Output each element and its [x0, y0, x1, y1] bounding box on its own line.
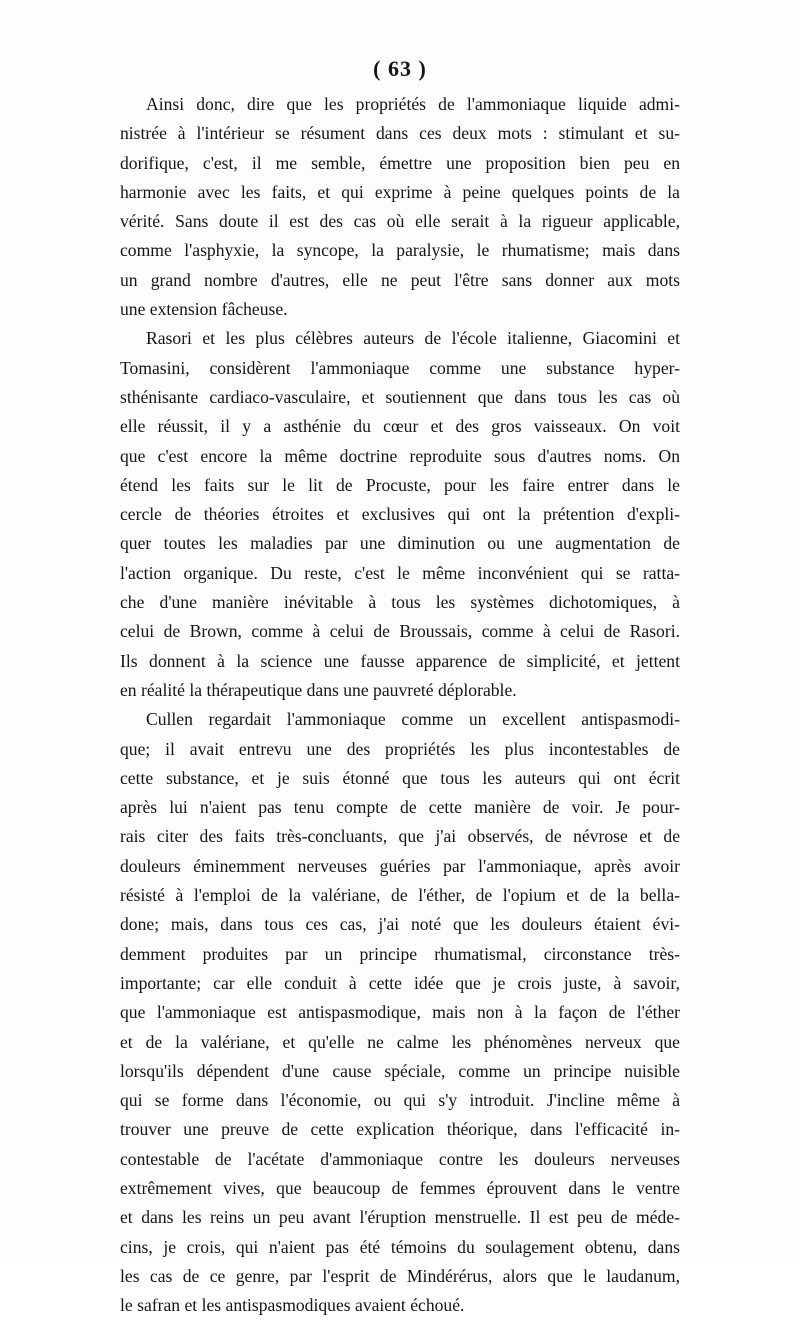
text-line: rais citer des faits très-concluants, que j'ai observés, de névrose et de [120, 826, 680, 847]
page-number: ( 63 ) [373, 56, 427, 81]
text-line: demment produites par un principe rhumatismal, circonstance très- [120, 943, 680, 964]
text-line: cercle de théories étroites et exclusives qui ont la prétention d'expli- [120, 504, 680, 525]
text-line: elle réussit, il y a asthénie du cœur et des gros vaisseaux. On voit [120, 416, 680, 437]
paragraph-2 [120, 324, 680, 705]
text-line: douleurs éminemment nerveuses guéries par l'ammoniaque, après avoir [120, 855, 680, 876]
text-line: cins, je crois, qui n'aient pas été témoins du soulagement obtenu, dans [120, 1236, 680, 1257]
text-line: Cullen regardait l'ammoniaque comme un excellent antispasmodi- [146, 709, 680, 730]
text-line: harmonie avec les faits, et qui exprime à peine quelques points de la [120, 181, 680, 202]
text-line: celui de Brown, comme à celui de Broussais, comme à celui de Rasori. [120, 621, 680, 642]
text-line: que; il avait entrevu une des propriétés les plus incontestables de [120, 738, 680, 759]
text-line: quer toutes les maladies par une diminution ou une augmentation de [120, 533, 680, 554]
text-line: et de la valériane, et qu'elle ne calme les phénomènes nerveux que [120, 1031, 680, 1052]
text-line: sthénisante cardiaco-vasculaire, et soutiennent que dans tous les cas où [120, 386, 680, 407]
text-line: les cas de ce genre, par l'esprit de Mindérérus, alors que le laudanum, [120, 1265, 680, 1286]
text-line: Ils donnent à la science une fausse apparence de simplicité, et jettent [120, 650, 680, 671]
text-line: un grand nombre d'autres, elle ne peut l'être sans donner aux mots [120, 269, 680, 290]
text-line: done; mais, dans tous ces cas, j'ai noté que les douleurs étaient évi- [120, 914, 680, 935]
text-line: vérité. Sans doute il est des cas où elle serait à la rigueur applicable, [120, 211, 680, 232]
text-line: comme l'asphyxie, la syncope, la paralysie, le rhumatisme; mais dans [120, 240, 680, 261]
text-line: extrêmement vives, que beaucoup de femmes éprouvent dans le ventre [120, 1177, 680, 1198]
text-line: étend les faits sur le lit de Procuste, pour les faire entrer dans le [120, 474, 680, 495]
text-line: Rasori et les plus célèbres auteurs de l'école italienne, Giacomini et [146, 328, 680, 349]
text-line: che d'une manière inévitable à tous les systèmes dichotomiques, à [120, 592, 680, 613]
text-line: nistrée à l'intérieur se résument dans ces deux mots : stimulant et su- [120, 123, 680, 144]
text-line: contestable de l'acétate d'ammoniaque contre les douleurs nerveuses [120, 1148, 680, 1169]
text-line: importante; car elle conduit à cette idée que je crois juste, à savoir, [120, 972, 680, 993]
text-line: lorsqu'ils dépendent d'une cause spéciale, comme un principe nuisible [120, 1060, 680, 1081]
paragraph-3 [120, 705, 680, 1320]
text-line: cette substance, et je suis étonné que tous les auteurs qui ont écrit [120, 767, 680, 788]
text-line: une extension fâcheuse. [120, 299, 288, 320]
text-line: en réalité la thérapeutique dans une pauvreté déplorable. [120, 679, 517, 700]
text-line: Ainsi donc, dire que les propriétés de l'ammoniaque liquide admi- [146, 94, 680, 114]
text-line: trouver une preuve de cette explication théorique, dans l'efficacité in- [120, 1119, 680, 1140]
text-line: l'action organique. Du reste, c'est le même inconvénient qui se ratta- [120, 562, 680, 583]
text-line: le safran et les antispasmodiques avaient échoué. [120, 1295, 465, 1316]
body-text [120, 90, 680, 1320]
text-line: résisté à l'emploi de la valériane, de l'éther, de l'opium et de la bella- [120, 885, 680, 906]
paragraph-1 [120, 90, 680, 324]
text-line: qui se forme dans l'économie, ou qui s'y introduit. J'incline même à [120, 1090, 680, 1111]
text-line: et dans les reins un peu avant l'éruption menstruelle. Il est peu de méde- [120, 1207, 680, 1228]
text-line: que l'ammoniaque est antispasmodique, mais non à la façon de l'éther [120, 1002, 680, 1023]
text-line: que c'est encore la même doctrine reproduite sous d'autres noms. On [120, 445, 680, 466]
text-line: Tomasini, considèrent l'ammoniaque comme une substance hyper- [120, 357, 680, 378]
text-line: dorifique, c'est, il me semble, émettre une proposition bien peu en [120, 152, 680, 173]
text-line: après lui n'aient pas tenu compte de cette manière de voir. Je pour- [120, 797, 680, 818]
